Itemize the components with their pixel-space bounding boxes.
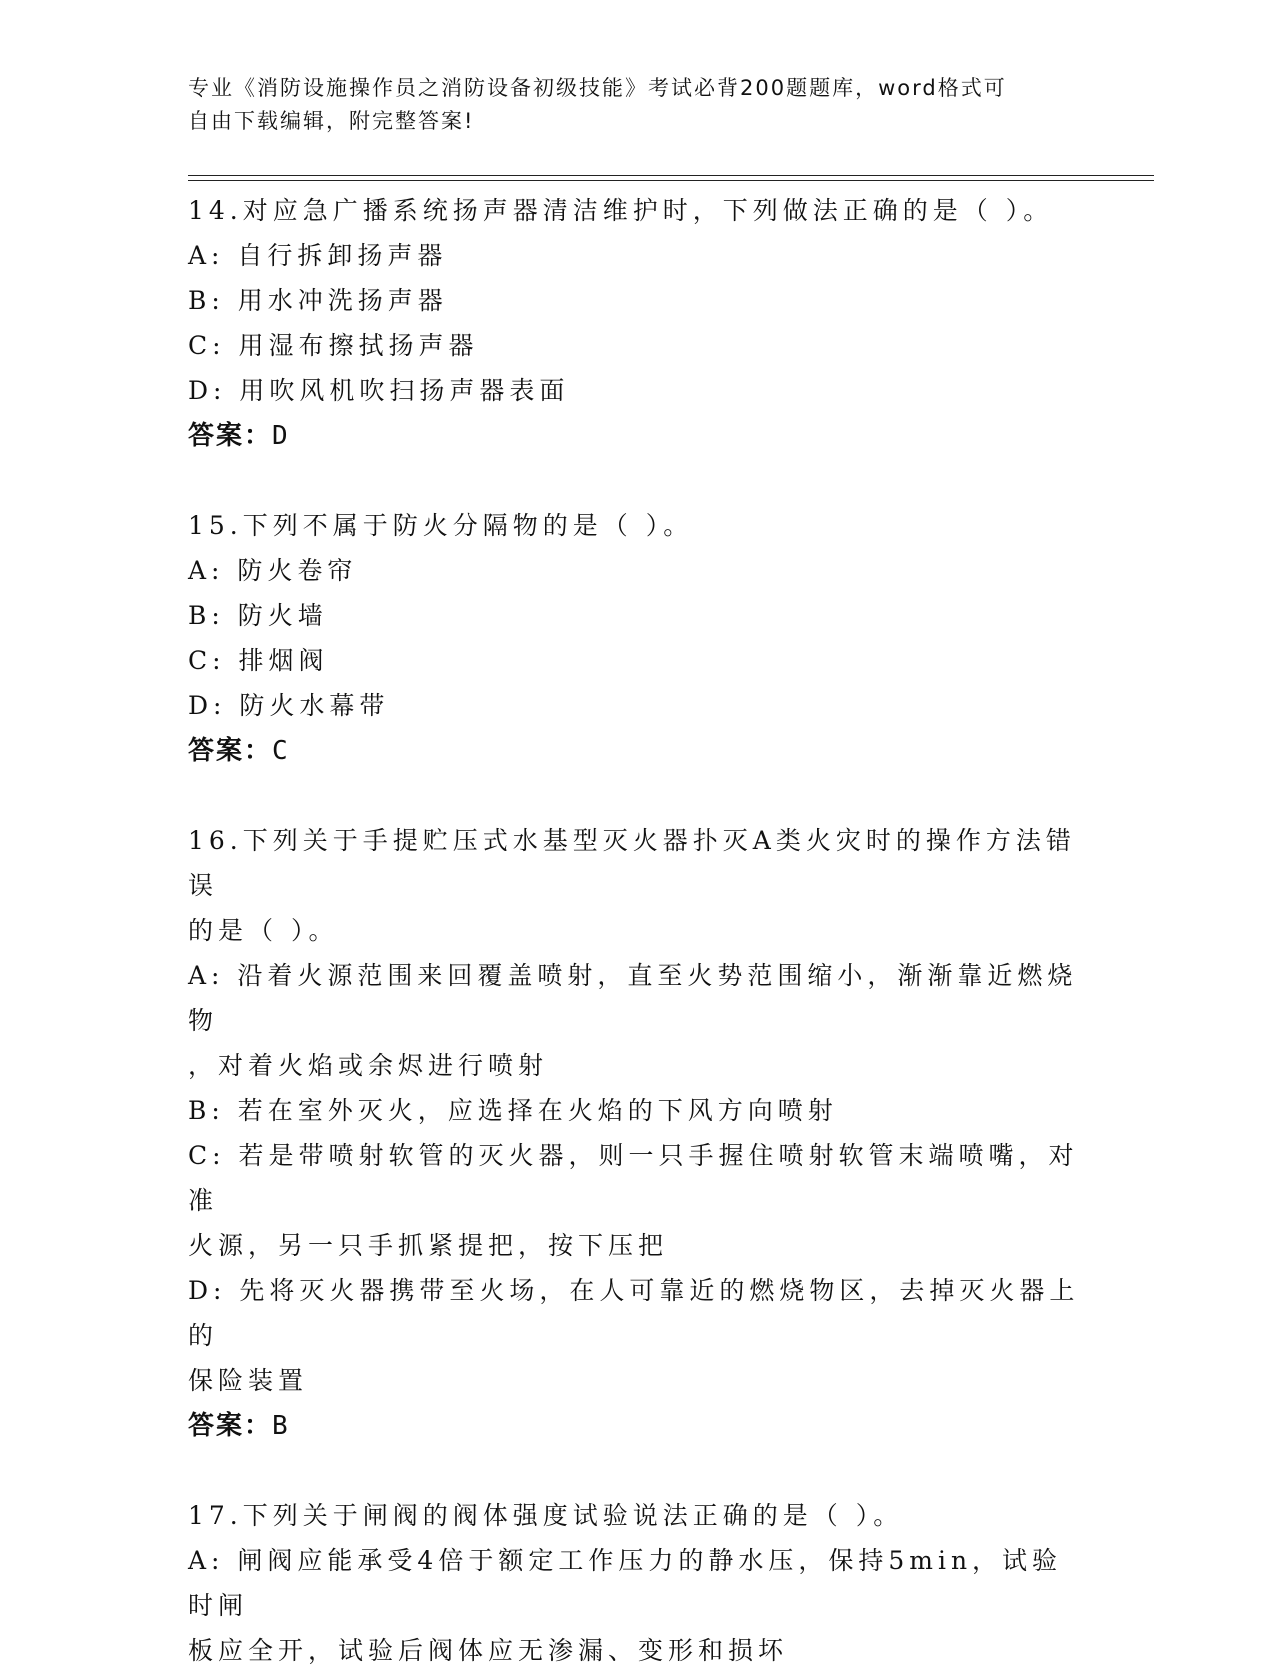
header-line-1: 专业《消防设施操作员之消防设备初级技能》考试必背200题题库，word格式可: [188, 76, 1007, 100]
header-rule-bottom: [188, 180, 1154, 181]
answer-option: D: 先将灭火器携带至火场，在人可靠近的燃烧物区，去掉灭火器上的: [188, 1276, 1080, 1350]
question-stem: 的是（ ）。: [188, 916, 339, 945]
question-stem: 17.下列关于闸阀的阀体强度试验说法正确的是（ ）。: [188, 1501, 904, 1530]
answer-option: D: 防火水幕带: [188, 691, 390, 720]
answer-line: [188, 1403, 1088, 1449]
question-stem: 16.下列关于手提贮压式水基型灭火器扑灭A类火灾时的操作方法错误: [188, 826, 1076, 900]
question-stem: 15.下列不属于防火分隔物的是（ ）。: [188, 511, 694, 540]
answer-value: B: [272, 1411, 289, 1441]
answer-option: C: 用湿布擦拭扬声器: [188, 331, 479, 360]
answer-line: [188, 413, 1088, 459]
question-block: [188, 503, 1088, 818]
answer-option: B: 防火墙: [188, 601, 328, 630]
answer-option: B: 用水冲洗扬声器: [188, 286, 448, 315]
answer-option: C: 若是带喷射软管的灭火器，则一只手握住喷射软管末端喷嘴，对准: [188, 1141, 1079, 1215]
question-stem: 14.对应急广播系统扬声器清洁维护时，下列做法正确的是（ ）。: [188, 196, 1054, 225]
answer-option: A: 沿着火源范围来回覆盖喷射，直至火势范围缩小，渐渐靠近燃烧物: [188, 961, 1078, 1035]
answer-option: C: 排烟阀: [188, 646, 329, 675]
question-list: [188, 188, 1088, 1673]
answer-option: 火源，另一只手抓紧提把，按下压把: [188, 1231, 669, 1260]
answer-option: A: 防火卷帘: [188, 556, 358, 585]
answer-option: 保险装置: [188, 1366, 309, 1395]
answer-option: 板应全开，试验后阀体应无渗漏、变形和损坏: [188, 1636, 789, 1665]
answer-option: A: 闸阀应能承受4倍于额定工作压力的静水压，保持5min，试验时闸: [188, 1546, 1063, 1620]
question-block: [188, 818, 1088, 1493]
header-line-2: 自由下载编辑，附完整答案!: [188, 109, 475, 133]
question-block: [188, 188, 1088, 503]
answer-option: B: 若在室外灭火，应选择在火焰的下风方向喷射: [188, 1096, 838, 1125]
answer-option: ，对着火焰或余烬进行喷射: [188, 1051, 549, 1080]
answer-label: 答案：: [188, 1411, 273, 1441]
question-block: [188, 1493, 1088, 1673]
answer-label: 答案：: [188, 736, 273, 766]
answer-value: D: [272, 421, 289, 451]
answer-line: [188, 728, 1088, 774]
header-rule-top: [188, 175, 1154, 176]
document-header: [188, 72, 1068, 138]
answer-option: A: 自行拆卸扬声器: [188, 241, 448, 270]
answer-option: D: 用吹风机吹扫扬声器表面: [188, 376, 570, 405]
answer-label: 答案：: [188, 421, 273, 451]
answer-value: C: [272, 736, 289, 766]
